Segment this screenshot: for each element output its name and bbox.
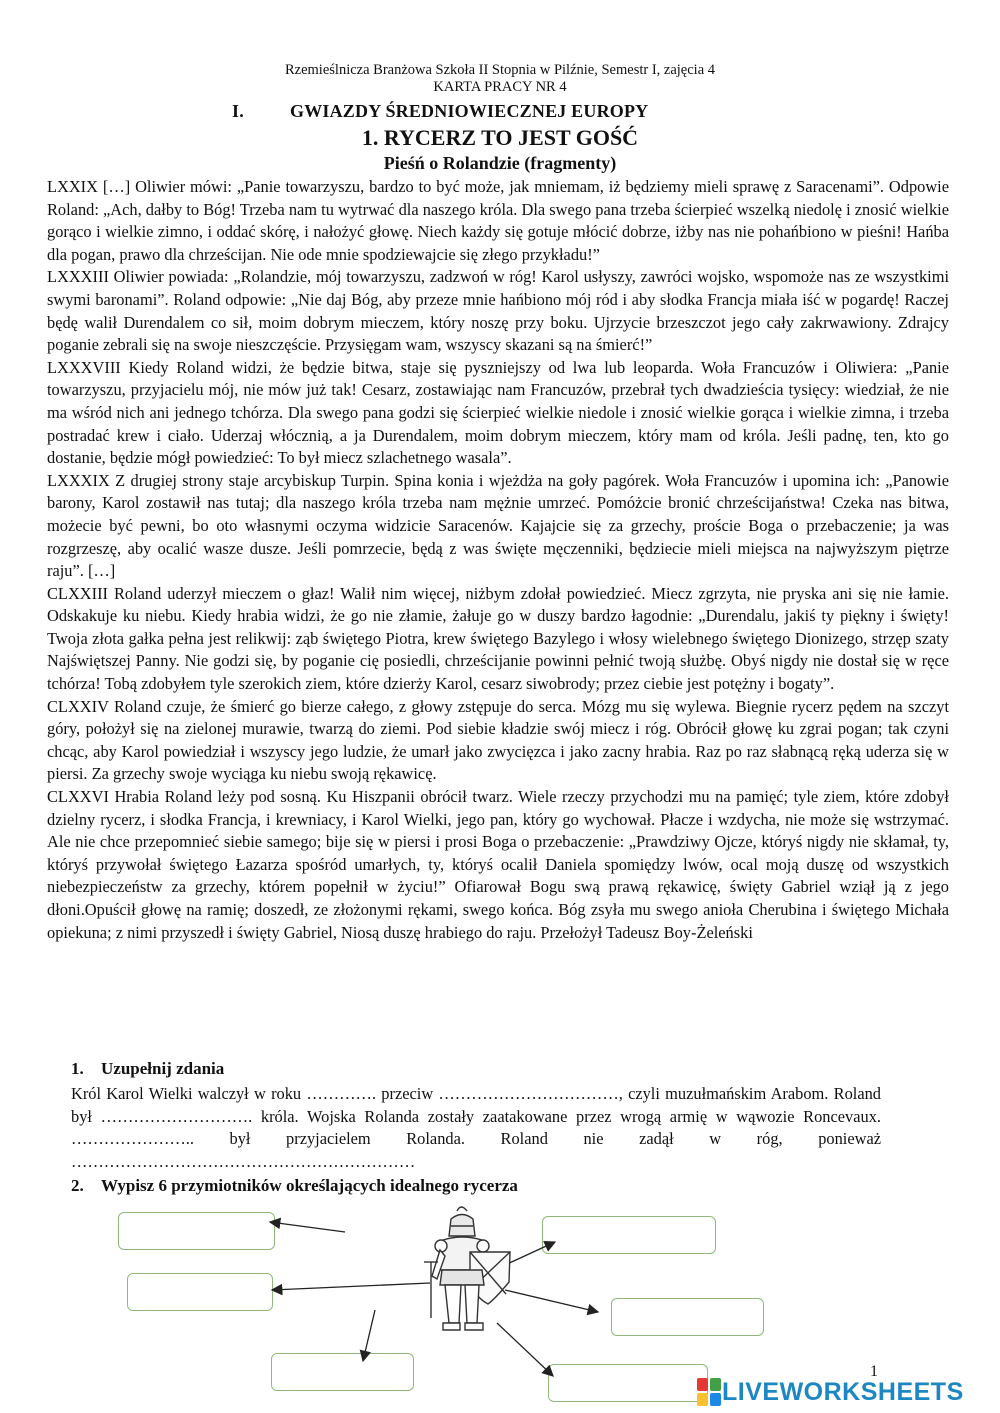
- logo-icon: [696, 1377, 722, 1407]
- arrow-to-box-4: [505, 1290, 598, 1312]
- exercise-1-label: Uzupełnij zdania: [101, 1059, 225, 1078]
- page-number: 1: [870, 1363, 878, 1380]
- arrow-to-box-5: [363, 1310, 375, 1361]
- liveworksheets-logo: [696, 1377, 964, 1407]
- section-title: GWIAZDY ŚREDNIOWIECZNEJ EUROPY: [290, 101, 649, 121]
- exercise-2-label: Wypisz 6 przymiotników określających idealnego rycerza: [101, 1176, 518, 1195]
- paragraph-lxxxix: LXXXIX Z drugiej strony staje arcybiskup Turpin. Spina konia i wjeżdża na goły pagórek. Woła Francuzów i upomina ich: „Panowie barony, Karol zostawił nas tutaj; dla naszego króla trzeba nam mężnie umrzeć. Pomóżcie bronić chrześcijaństwa! Czeka nas bitwa, możecie być pewni, bo oto własnymi oczyma widzicie Saracenów. Kajajcie się za grzechy, proście Boga o przebaczenie; ja was rozgrzeszę, aby ocalić wasze dusze. Jeśli pomrzecie, będą z was święte męczenniki, będziecie mieli miejsca na najwyższym piętrze raju”. […]: [47, 470, 949, 581]
- paragraph-clxxiv: CLXXIV Roland czuje, że śmierć go bierze całego, z głowy zstępuje do serca. Mózg mu się wylewa. Biegnie rycerz pędem na szczyt góry, położył się na zielonej murawie, twarzą do ziemi. Pod siebie kładzie swój miecz i róg. Obrócił głowę ku zgrai pogan; tak czyni chcąc, aby Karol powiedział i wszyscy jego ludzie, że umarł jako zwycięzca i jako zacny hrabia. Raz po raz słabnącą ręką uderza się w piersi. Za grzechy swoje wyciąga ku niebu swoją rękawicę.: [47, 696, 949, 784]
- arrow-to-box-3: [272, 1283, 430, 1290]
- paragraph-clxxiii: CLXXIII Roland uderzył mieczem o głaz! Walił nim więcej, niżbym zdołał powiedzieć. Miecz zgrzyta, nie pryska ani się nie łamie. Odskakuje ku niebu. Kiedy hrabia widzi, że go nie złamie, żałuje go w duszy bardzo łagodnie: „Durendalu, jakiś ty piękny i święty! Twoja złota gałka pełna jest relikwij: ząb świętego Piotra, krew świętego Bazylego i włosy wielebnego świętego Dionizego, strzęp szaty Najświętszej Panny. Nie godzi się, by poganie cię posiedli, chrześcijanie powinni pełnić twoją służbę. Obyś nigdy nie dostał się w ręce tchórza! Tobą zdobyłem tyle szerokich ziem, które dzierży Karol, cesarz siwobrody; przez ciebie jest potężny i bogaty”.: [47, 583, 949, 694]
- arrow-to-box-1: [270, 1222, 345, 1232]
- knight-icon: [424, 1207, 510, 1330]
- logo-text: LIVEWORKSHEETS: [722, 1377, 964, 1406]
- worksheet-number: KARTA PRACY NR 4: [433, 79, 567, 95]
- section-number: I.: [232, 101, 244, 121]
- arrow-to-box-6: [497, 1323, 553, 1376]
- main-title: 1. RYCERZ TO JEST GOŚĆ: [361, 125, 639, 150]
- exercise-2-number: 2.: [71, 1176, 84, 1195]
- fill-in-sentences: Król Karol Wielki walczył w roku …………. przeciw ……………………………, czyli muzułmańskim Arabom. Roland był ………………………. króla. Wojska Rolanda zostały zaatakowane przez wrogą armię w wąwozie Roncevaux. ………………….. był przyjacielem Rolanda. Roland nie zadął w róg, ponieważ ………………………………………………………: [71, 1084, 881, 1171]
- exercise-1-number: 1.: [71, 1059, 84, 1078]
- paragraph-lxxxiii: LXXXIII Oliwier powiada: „Rolandzie, mój towarzyszu, zadzwoń w róg! Karol usłyszy, zawróci wojsko, wspomoże nas ze wszystkimi swymi baronami”. Roland odpowie: „Nie daj Bóg, aby przeze mnie hańbiono mój ród i aby słodka Francja miała iść w pogardę! Raczej będę walił Durendalem co sił, moim dobrym mieczem, który noszę przy boku. Ujrzycie brzeszczot jego cały zakrwawiony. Zdrajcy poganie zebrali się na swoje nieszczęście. Przysięgam wam, wszyscy skazani są na śmierć!”: [47, 267, 949, 355]
- arrow-to-box-2: [505, 1242, 555, 1265]
- paragraph-lxxxviii: LXXXVIII Kiedy Roland widzi, że będzie bitwa, staje się pyszniejszy od lwa lub leoparda. Woła Francuzów i Oliwiera: „Panie towarzyszu, przyjacielu mój, nie mów już tak! Cesarz, zostawiając nam Francuzów, przebrał tych dwadzieścia tysięcy: wiedział, że nie ma wśród nich ani jednego tchórza. Dla swego pana godzi się ścierpieć wielkie niedole i znosić wielkie gorąca i wielkie zimna, i trzeba postradać krew i ciało. Uderzaj włócznią, a ja Durendalem, moim dobrym mieczem, który mam od króla. Jeśli padnę, ten, kto go dostanie, będzie mógł powiedzieć: To był miecz szlachetnego wasala”.: [47, 357, 949, 468]
- school-line: Rzemieślnicza Branżowa Szkoła II Stopnia w Pilźnie, Semestr I, zajęcia 4: [284, 62, 716, 78]
- subtitle: Pieśń o Rolandzie (fragmenty): [383, 153, 617, 173]
- paragraph-lxxix: LXXIX […] Oliwier mówi: „Panie towarzyszu, bardzo to być może, jak mniemam, iż będziemy mieli sprawę z Saracenami”. Odpowie Roland: „Ach, dałby to Bóg! Trzeba nam tu wytrwać dla naszego króla. Dla swego pana trzeba ścierpieć wszelką niedolę i znosić wielkie gorąco i wielkie zimno, i oddać skórę, i nałożyć głowę. Niech każdy się gotuje młócić dobrze, iżby nas nie pohańbiono w pieśni! Hańba dla pogan, prawo dla chrześcijan. Nie ode mnie spodziewajcie się złego przykładu!”: [47, 177, 949, 264]
- paragraph-clxxvi: CLXXVI Hrabia Roland leży pod sosną. Ku Hiszpanii obrócił twarz. Wiele rzeczy przychodzi mu na pamięć; tyle ziem, które zdobył dzielny rycerz, i słodka Francja, i krewniacy, i Karol Wielki, jego pan, który go wychował. Płacze i wzdycha, nie może się wstrzymać. Ale nie chce przepomnieć siebie samego; bije się w piersi i prosi Boga o przebaczenie: „Prawdziwy Ojcze, któryś nigdy nie skłamał, ty, któryś przywołał świętego Łazarza spośród umarłych, ty, któryś ocalił Daniela spomiędzy lwów, ocal moją duszę od wszystkich niebezpieczeństw za grzechy, którem popełnił w życiu!” Ofiarował Bogu swą prawą rękawicę, święty Gabriel wziął ją z jego dłoni.Opuścił głowę na ramię; doszedł, ze złożonymi rękami, swego końca. Bóg zsyła mu swego anioła Cherubina i świętego Michała opiekuna; z nimi przyszedł i święty Gabriel, Niosą duszę hrabiego do raju. Przełożył Tadeusz Boy-Żeleński: [47, 787, 949, 942]
